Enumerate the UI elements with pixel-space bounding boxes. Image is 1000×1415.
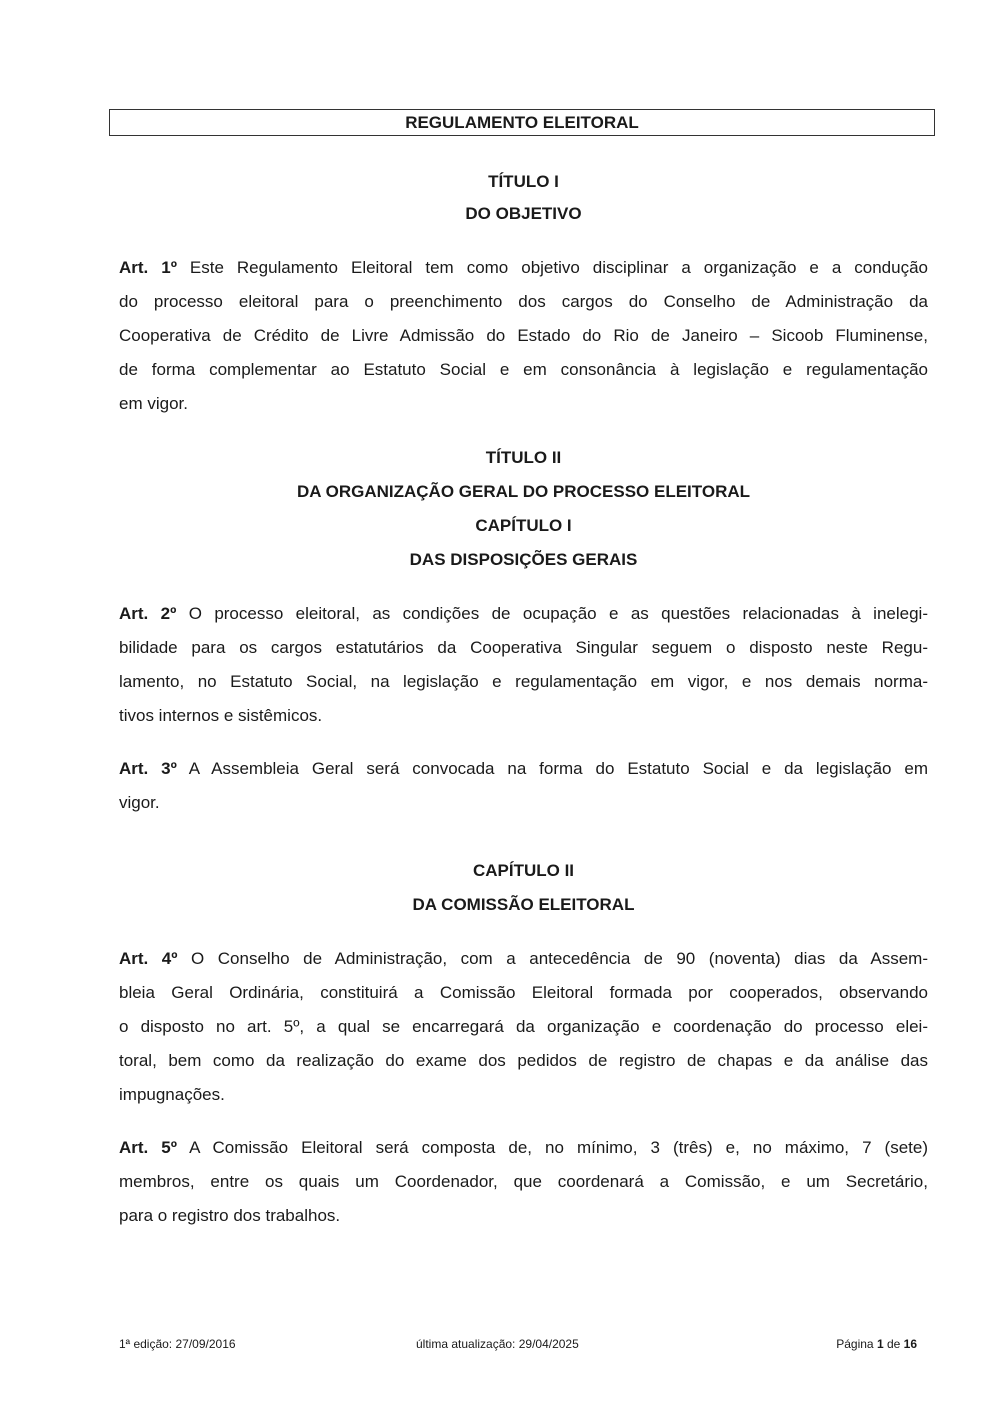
footer-page-number	[836, 1336, 917, 1352]
title-2-name: DA ORGANIZAÇÃO GERAL DO PROCESSO ELEITORAL	[296, 482, 751, 501]
paragraph-line: bleia Geral Ordinária, constituirá a Comissão Eleitoral formada por cooperados, observando	[119, 983, 928, 1002]
article-label: Art. 4º	[119, 949, 178, 968]
paragraph-line	[119, 597, 928, 631]
article-label: Art. 5º	[119, 1138, 177, 1157]
paragraph-line: o disposto no art. 5º, a qual se encarregará da organização e coordenação do processo elei-	[119, 1017, 928, 1036]
chapter-1-name: DAS DISPOSIÇÕES GERAIS	[409, 550, 638, 569]
text: O Conselho de Administração, com a antecedência de 90 (noventa) dias da Assem-	[177, 949, 928, 968]
paragraph-line	[119, 942, 928, 976]
text: O processo eleitoral, as condições de ocupação e as questões relacionadas à inelegi-	[176, 604, 928, 623]
document-title: REGULAMENTO ELEITORAL	[109, 109, 935, 136]
paragraph-line: do processo eleitoral para o preenchimento dos cargos do Conselho de Administração da	[119, 292, 928, 311]
text: A Comissão Eleitoral será composta de, no mínimo, 3 (três) e, no máximo, 7 (sete)	[176, 1138, 929, 1157]
page-total: 16	[903, 1337, 917, 1351]
paragraph-line: vigor.	[119, 793, 160, 812]
paragraph-line: impugnações.	[119, 1085, 225, 1104]
chapter-1-heading: CAPÍTULO I	[475, 516, 572, 535]
paragraph-line: em vigor.	[119, 394, 188, 413]
paragraph-line	[119, 1131, 928, 1165]
article-label: Art. 1º	[119, 258, 177, 277]
title-1-name: DO OBJETIVO	[465, 204, 582, 223]
article-2	[119, 597, 928, 733]
article-3	[119, 752, 928, 820]
paragraph-line	[119, 251, 928, 285]
paragraph-line: lamento, no Estatuto Social, na legislação e regulamentação em vigor, e nos demais norma-	[119, 672, 928, 691]
text: A Assembleia Geral será convocada na forma do Estatuto Social e da legislação em	[176, 759, 928, 778]
article-label: Art. 2º	[119, 604, 177, 623]
page-prefix: Página	[836, 1337, 877, 1351]
paragraph-line: bilidade para os cargos estatutários da Cooperativa Singular seguem o disposto neste Regu-	[119, 638, 928, 657]
title-2-heading: TÍTULO II	[485, 448, 562, 467]
paragraph-line: membros, entre os quais um Coordenador, que coordenará a Comissão, e um Secretário,	[119, 1172, 928, 1191]
page-of: de	[883, 1337, 904, 1351]
paragraph-line: para o registro dos trabalhos.	[119, 1206, 341, 1225]
page-current: 1	[876, 1337, 884, 1351]
paragraph-line	[119, 752, 928, 786]
paragraph-line: de forma complementar ao Estatuto Social e em consonância à legislação e regulamentação	[119, 360, 928, 379]
chapter-2-name: DA COMISSÃO ELEITORAL	[412, 895, 635, 914]
chapter-2-heading: CAPÍTULO II	[472, 861, 575, 880]
article-4	[119, 942, 928, 1112]
article-1	[119, 251, 928, 421]
paragraph-line: Cooperativa de Crédito de Livre Admissão do Estado do Rio de Janeiro – Sicoob Fluminense,	[119, 326, 928, 345]
article-5	[119, 1131, 928, 1233]
article-label: Art. 3º	[119, 759, 177, 778]
paragraph-line: toral, bem como da realização do exame dos pedidos de registro de chapas e da análise das	[119, 1051, 928, 1070]
text: Este Regulamento Eleitoral tem como objetivo disciplinar a organização e a condução	[176, 258, 928, 277]
footer-last-update: última atualização: 29/04/2025	[416, 1337, 579, 1351]
title-1-heading: TÍTULO I	[488, 172, 559, 191]
footer-first-edition: 1ª edição: 27/09/2016	[119, 1337, 236, 1351]
paragraph-line: tivos internos e sistêmicos.	[119, 706, 323, 725]
